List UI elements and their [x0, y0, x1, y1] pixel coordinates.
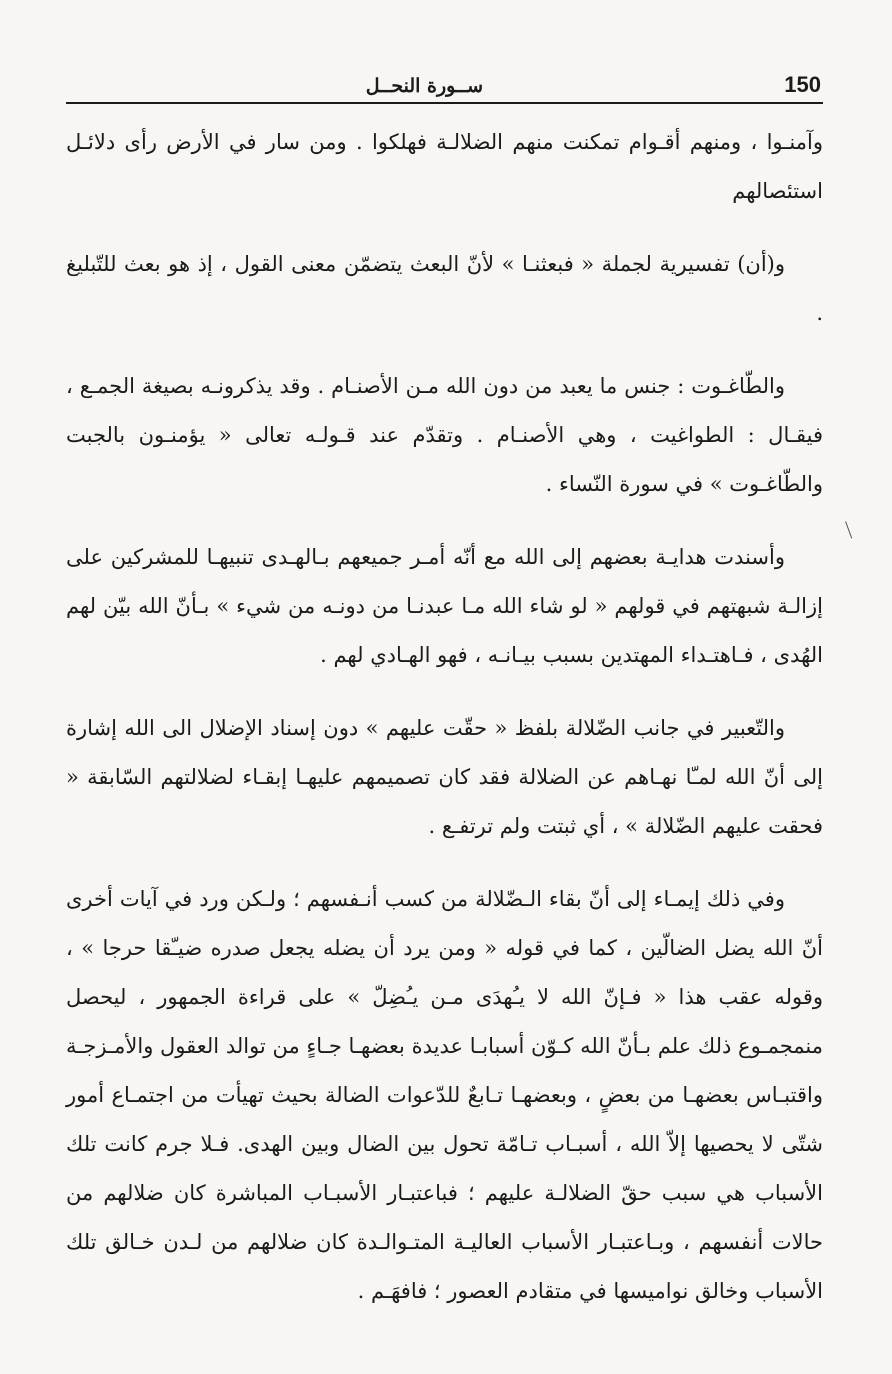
paragraph-5: والتّعبير في جانب الضّلالة بلفظ « حقّت عليهم » دون إسناد الإضلال الى الله إشارة إلى أنّ الله لمـّا نهـاهم عن الضلالة فقد كان تصميمهم عليهـا إبقـاء لضلالتهم السّابقة « فحقت عليهم الضّلالة » ، أي ثبتت ولم ترتفـع .	[66, 716, 823, 838]
paragraph-2: و(أن) تفسيرية لجملة « فبعثنـا » لأنّ البعث يتضمّن معنى القول ، إذ هو بعث للتّبليغ .	[66, 252, 823, 325]
page-header	[66, 70, 823, 104]
paragraph-4: وأسندت هدايـة بعضهم إلى الله مع أنّه أمـر جميعهم بـالهـدى تنبيهـا للمشركين على إزالـة شبهتهم في قولهم « لو شاء الله مـا عبدنـا من دونـه من شيء » بـأنّ الله بيّن لهم الهُدى ، فـاهتـداء المهتدين بسبب بيـانـه ، فهو الهـادي لهم .	[66, 545, 823, 667]
book-page	[66, 70, 823, 1330]
page-body	[66, 118, 823, 1316]
paragraph-1: وآمنـوا ، ومنهم أقـوام تمكنت منهم الضلالـة فهلكوا . ومن سار في الأرض رأى دلائـل استئصالهم	[66, 130, 823, 203]
surah-title: ســورة النحــل	[365, 75, 483, 97]
margin-mark	[845, 520, 857, 539]
page-number: 150	[784, 72, 821, 97]
paragraph-3: والطّاغـوت : جنس ما يعبد من دون الله مـن الأصنـام . وقد يذكرونـه بصيغة الجمـع ، فيقـال : الطواغيت ، وهي الأصنـام . وتقدّم عند قـولـه تعالى « يؤمنـون بالجبت والطّاغـوت » في سورة النّساء .	[66, 374, 823, 496]
paragraph-6: وفي ذلك إيمـاء إلى أنّ بقاء الـضّلالة من كسب أنـفسهم ؛ ولـكن ورد في آيات أخرى أنّ الله يضل الضالّين ، كما في قوله « ومن يرد أن يضله يجعل صدره ضيـّقا حرجا » ، وقوله عقب هذا « فـإنّ الله لا يـُهدَى مـن يـُضِلّ » على قراءة الجمهور ، ليحصل منمجمـوع ذلك علم بـأنّ الله كـوّن أسبابـا عديدة بعضهـا جـاءٍ من توالد العقول والأمـزجـة واقتبـاس بعضهـا من بعضٍ ، وبعضهـا تـابعٌ للدّعوات الضالة بحيث تهيأت من اجتمـاع أمور شتّى لا يحصيها إلاّ الله ، أسبـاب تـامّة تحول بين الضال وبين الهدى. فـلا جرم كانت تلك الأسباب هي سبب حقّ الضلالـة عليهم ؛ فباعتبـار الأسبـاب المباشرة كان ضلالهم من حالات أنفسهم ، وبـاعتبـار الأسباب العاليـة المتـوالـدة كان ضلالهم من لـدن خـالق تلك الأسباب وخالق نواميسها في متقادم العصور ؛ فافهَـم .	[66, 887, 823, 1303]
